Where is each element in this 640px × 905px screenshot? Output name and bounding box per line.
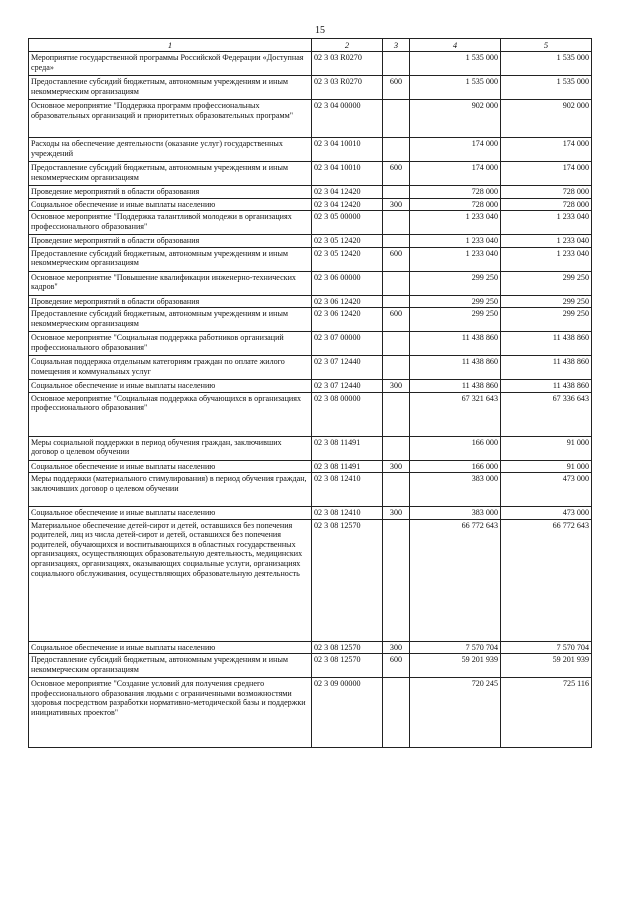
- row-name: Меры социальной поддержки в период обучения граждан, заключивших договор о целевом обучении: [29, 436, 312, 460]
- budget-table: [28, 38, 592, 748]
- row-code: 02 3 04 10010: [312, 138, 383, 162]
- row-value-2: 11 438 860: [501, 332, 592, 356]
- row-value-2: 59 201 939: [501, 654, 592, 678]
- row-value-1: 11 438 860: [410, 380, 501, 393]
- row-code: 02 3 07 00000: [312, 332, 383, 356]
- row-value-1: 1 233 040: [410, 235, 501, 248]
- row-type: [383, 519, 410, 641]
- header-cell-value-1: 4: [410, 39, 501, 52]
- row-value-1: 1 233 040: [410, 247, 501, 271]
- row-value-2: 299 250: [501, 295, 592, 308]
- row-value-1: 59 201 939: [410, 654, 501, 678]
- row-value-1: 299 250: [410, 308, 501, 332]
- table-row: [29, 271, 592, 295]
- row-code: 02 3 07 12440: [312, 380, 383, 393]
- row-name: Социальное обеспечение и иные выплаты населению: [29, 460, 312, 473]
- table-row: [29, 519, 592, 641]
- page-number: 15: [315, 25, 325, 36]
- row-name: Проведение мероприятий в области образования: [29, 295, 312, 308]
- row-code: 02 3 08 12410: [312, 473, 383, 507]
- row-code: 02 3 08 12570: [312, 654, 383, 678]
- row-name: Социальное обеспечение и иные выплаты населению: [29, 507, 312, 520]
- table-row: [29, 308, 592, 332]
- row-code: 02 3 05 00000: [312, 211, 383, 235]
- row-value-2: 299 250: [501, 308, 592, 332]
- row-value-1: 1 535 000: [410, 52, 501, 76]
- row-value-2: 1 233 040: [501, 247, 592, 271]
- table-row: [29, 76, 592, 100]
- row-code: 02 3 08 11491: [312, 436, 383, 460]
- row-name: Мероприятие государственной программы Российской Федерации «Доступная среда»: [29, 52, 312, 76]
- row-code: 02 3 09 00000: [312, 678, 383, 748]
- row-type: 300: [383, 380, 410, 393]
- row-value-2: 66 772 643: [501, 519, 592, 641]
- row-value-2: 11 438 860: [501, 380, 592, 393]
- row-code: 02 3 05 12420: [312, 235, 383, 248]
- header-cell-code: 2: [312, 39, 383, 52]
- row-value-1: 174 000: [410, 162, 501, 186]
- table-row: [29, 138, 592, 162]
- row-type: [383, 356, 410, 380]
- row-value-1: 66 772 643: [410, 519, 501, 641]
- table-row: [29, 392, 592, 436]
- row-type: 300: [383, 460, 410, 473]
- row-type: 300: [383, 507, 410, 520]
- row-value-2: 1 233 040: [501, 235, 592, 248]
- row-name: Расходы на обеспечение деятельности (оказание услуг) государственных учреждений: [29, 138, 312, 162]
- row-type: [383, 235, 410, 248]
- row-value-1: 299 250: [410, 295, 501, 308]
- table-row: [29, 473, 592, 507]
- row-type: 600: [383, 654, 410, 678]
- row-value-2: 174 000: [501, 162, 592, 186]
- header-cell-value-2: 5: [501, 39, 592, 52]
- row-value-1: 299 250: [410, 271, 501, 295]
- row-value-2: 1 535 000: [501, 52, 592, 76]
- row-code: 02 3 08 00000: [312, 392, 383, 436]
- table-row: [29, 100, 592, 138]
- table-row: [29, 678, 592, 748]
- row-value-2: 725 116: [501, 678, 592, 748]
- row-name: Основное мероприятие "Поддержка программ профессиональных образовательных организаций и приоритетных образовательных программ": [29, 100, 312, 138]
- row-code: 02 3 06 12420: [312, 295, 383, 308]
- row-type: [383, 473, 410, 507]
- row-name: Предоставление субсидий бюджетным, автономным учреждениям и иным некоммерческим организациям: [29, 247, 312, 271]
- row-code: 02 3 08 11491: [312, 460, 383, 473]
- row-value-1: 7 570 704: [410, 641, 501, 654]
- row-code: 02 3 03 R0270: [312, 52, 383, 76]
- row-type: [383, 678, 410, 748]
- row-code: 02 3 05 12420: [312, 247, 383, 271]
- row-type: 300: [383, 641, 410, 654]
- row-code: 02 3 08 12410: [312, 507, 383, 520]
- row-value-1: 728 000: [410, 198, 501, 211]
- table-header-row: [29, 39, 592, 52]
- row-name: Основное мероприятие "Создание условий для получения среднего профессионального образования людьми с ограниченными возможностями здоровья посредством разработки нормативно-методической базы и поддержки инициативных проектов": [29, 678, 312, 748]
- row-value-1: 11 438 860: [410, 332, 501, 356]
- row-name: Меры поддержки (материального стимулирования) в период обучения граждан, заключивших договор о целевом обучении: [29, 473, 312, 507]
- row-name: Предоставление субсидий бюджетным, автономным учреждениям и иным некоммерческим организациям: [29, 654, 312, 678]
- row-value-1: 67 321 643: [410, 392, 501, 436]
- row-type: [383, 52, 410, 76]
- row-type: [383, 332, 410, 356]
- row-name: Предоставление субсидий бюджетным, автономным учреждениям и иным некоммерческим организациям: [29, 308, 312, 332]
- table-row: [29, 211, 592, 235]
- row-value-2: 67 336 643: [501, 392, 592, 436]
- row-code: 02 3 08 12570: [312, 519, 383, 641]
- row-code: 02 3 04 12420: [312, 186, 383, 199]
- row-value-2: 91 000: [501, 460, 592, 473]
- table-row: [29, 186, 592, 199]
- row-type: [383, 211, 410, 235]
- row-type: [383, 271, 410, 295]
- row-value-2: 11 438 860: [501, 356, 592, 380]
- row-value-1: 383 000: [410, 473, 501, 507]
- row-value-2: 91 000: [501, 436, 592, 460]
- row-name: Социальное обеспечение и иные выплаты населению: [29, 641, 312, 654]
- row-code: 02 3 04 10010: [312, 162, 383, 186]
- table-row: [29, 247, 592, 271]
- row-type: 300: [383, 198, 410, 211]
- table-row: [29, 332, 592, 356]
- row-name: Социальное обеспечение и иные выплаты населению: [29, 198, 312, 211]
- row-name: Основное мероприятие "Социальная поддержка обучающихся в организациях профессионального образования": [29, 392, 312, 436]
- row-value-2: 728 000: [501, 186, 592, 199]
- row-value-1: 1 233 040: [410, 211, 501, 235]
- table-row: [29, 235, 592, 248]
- row-value-1: 11 438 860: [410, 356, 501, 380]
- row-type: 600: [383, 76, 410, 100]
- row-value-1: 902 000: [410, 100, 501, 138]
- row-value-1: 728 000: [410, 186, 501, 199]
- row-value-2: 1 535 000: [501, 76, 592, 100]
- table-row: [29, 356, 592, 380]
- row-value-1: 1 535 000: [410, 76, 501, 100]
- header-cell-type: 3: [383, 39, 410, 52]
- row-value-2: 7 570 704: [501, 641, 592, 654]
- row-type: 600: [383, 162, 410, 186]
- table-row: [29, 654, 592, 678]
- row-value-2: 473 000: [501, 507, 592, 520]
- row-type: [383, 295, 410, 308]
- row-code: 02 3 06 00000: [312, 271, 383, 295]
- row-code: 02 3 08 12570: [312, 641, 383, 654]
- row-name: Материальное обеспечение детей-сирот и детей, оставшихся без попечения родителей, лиц из числа детей-сирот и детей, оставшихся без попечения родителей, обучающихся и воспитывающихся в областных государственных организациях, осуществляющих образовательную деятельность, медицинских организациях, организациях, оказывающих социальные услуги, организациях социального обслуживания, осуществляющих образовательную деятельность: [29, 519, 312, 641]
- row-value-2: 174 000: [501, 138, 592, 162]
- row-value-2: 902 000: [501, 100, 592, 138]
- row-name: Проведение мероприятий в области образования: [29, 235, 312, 248]
- row-type: [383, 138, 410, 162]
- table-row: [29, 436, 592, 460]
- header-cell-name: 1: [29, 39, 312, 52]
- row-name: Предоставление субсидий бюджетным, автономным учреждениям и иным некоммерческим организациям: [29, 76, 312, 100]
- row-name: Социальная поддержка отдельным категориям граждан по оплате жилого помещения и коммунальных услуг: [29, 356, 312, 380]
- table-row: [29, 162, 592, 186]
- row-value-1: 720 245: [410, 678, 501, 748]
- row-type: [383, 100, 410, 138]
- row-code: 02 3 03 R0270: [312, 76, 383, 100]
- table-row: [29, 641, 592, 654]
- table-row: [29, 198, 592, 211]
- row-name: Социальное обеспечение и иные выплаты населению: [29, 380, 312, 393]
- table-row: [29, 380, 592, 393]
- row-type: [383, 392, 410, 436]
- row-code: 02 3 04 00000: [312, 100, 383, 138]
- row-value-2: 728 000: [501, 198, 592, 211]
- row-value-1: 174 000: [410, 138, 501, 162]
- row-value-2: 299 250: [501, 271, 592, 295]
- row-code: 02 3 07 12440: [312, 356, 383, 380]
- row-name: Основное мероприятие "Поддержка талантливой молодежи в организациях профессионального образования": [29, 211, 312, 235]
- row-code: 02 3 06 12420: [312, 308, 383, 332]
- row-value-2: 1 233 040: [501, 211, 592, 235]
- table-row: [29, 295, 592, 308]
- row-name: Основное мероприятие "Социальная поддержка работников организаций профессионального образования": [29, 332, 312, 356]
- table-row: [29, 460, 592, 473]
- row-type: [383, 186, 410, 199]
- row-value-1: 383 000: [410, 507, 501, 520]
- row-value-1: 166 000: [410, 436, 501, 460]
- row-type: 600: [383, 247, 410, 271]
- row-name: Проведение мероприятий в области образования: [29, 186, 312, 199]
- table-row: [29, 507, 592, 520]
- row-name: Основное мероприятие "Повышение квалификации инженерно-технических кадров": [29, 271, 312, 295]
- row-type: [383, 436, 410, 460]
- row-name: Предоставление субсидий бюджетным, автономным учреждениям и иным некоммерческим организациям: [29, 162, 312, 186]
- row-type: 600: [383, 308, 410, 332]
- row-value-1: 166 000: [410, 460, 501, 473]
- row-code: 02 3 04 12420: [312, 198, 383, 211]
- row-value-2: 473 000: [501, 473, 592, 507]
- table-row: [29, 52, 592, 76]
